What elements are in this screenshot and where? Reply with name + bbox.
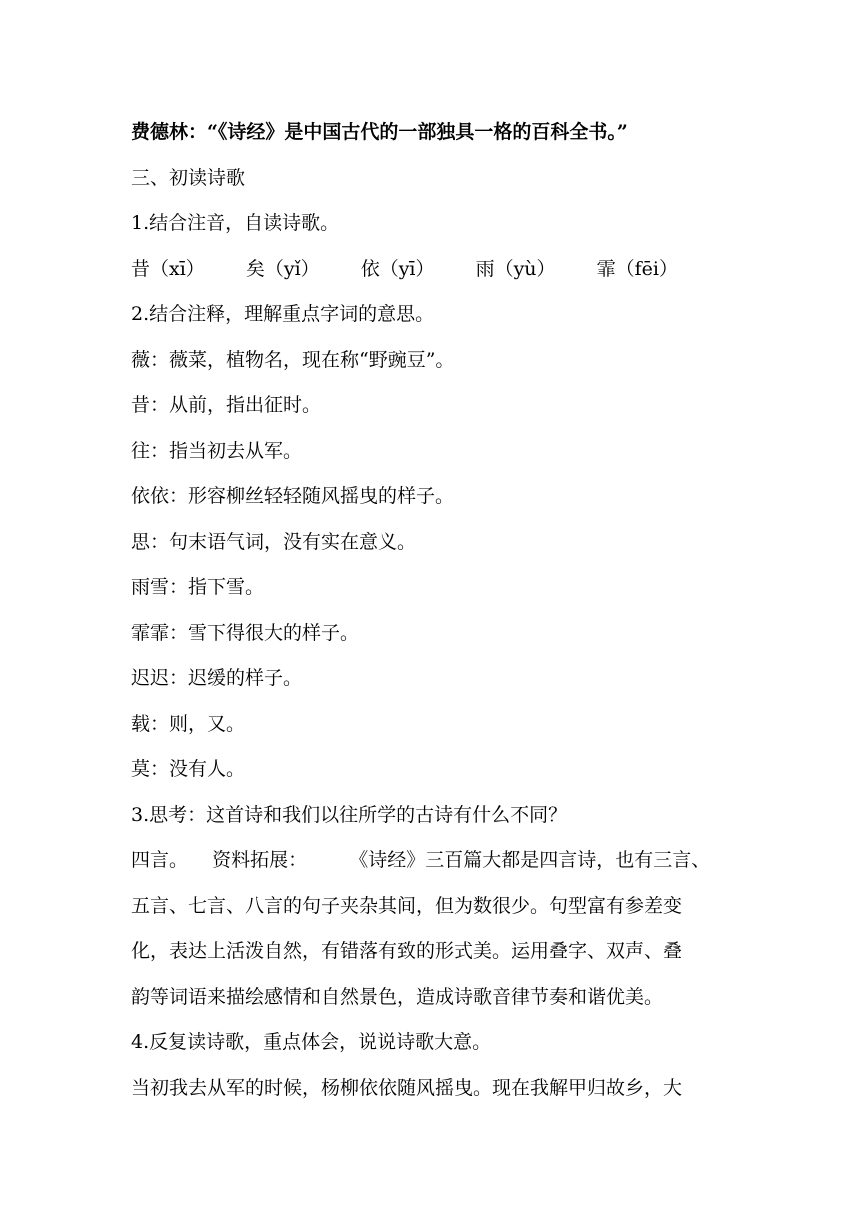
- note-line: 昔：从前，指出征时。: [131, 394, 322, 416]
- material-line: 韵等词语来描绘感情和自然景色，造成诗歌音律节奏和谐优美。: [131, 985, 664, 1008]
- document-body: [131, 110, 731, 1111]
- note-line: 霏霏：雪下得很大的样子。: [131, 621, 360, 644]
- step-2-heading: 2.结合注释，理解重点字词的意思。: [131, 303, 435, 325]
- note-line: 往：指当初去从军。: [131, 439, 303, 462]
- note-line: 雨雪：指下雪。: [131, 576, 265, 598]
- material-text: 《诗经》三百篇大都是四言诗，也有三言、: [349, 849, 711, 871]
- material-line: 化，表达上活泼自然，有错落有致的形式美。运用叠字、双声、叠: [131, 940, 683, 962]
- note-line: 莫：没有人。: [131, 758, 246, 780]
- pinyin-item: 矣（yǐ）: [245, 257, 320, 280]
- pinyin-item: 依（yī）: [360, 257, 435, 280]
- meaning-line: 当初我去从军的时候，杨柳依依随风摇曳。现在我解甲归故乡，大: [131, 1076, 683, 1099]
- material-label: 资料拓展：: [212, 849, 308, 871]
- step-3-heading: 3.思考：这首诗和我们以往所学的古诗有什么不同？: [131, 803, 568, 826]
- step-1-heading: 1.结合注音，自读诗歌。: [131, 212, 340, 234]
- step-4-heading: 4.反复读诗歌，重点体会，说说诗歌大意。: [131, 1031, 492, 1053]
- note-line: 载：则，又。: [131, 712, 246, 735]
- pinyin-item: 雨（yù）: [475, 257, 556, 280]
- pinyin-row: [131, 247, 731, 293]
- note-line: 薇：薇菜，植物名，现在称“野豌豆”。: [131, 348, 455, 371]
- answer-prefix: 四言。: [131, 849, 189, 871]
- note-line: 依依：形容柳丝轻轻随风摇曳的样子。: [131, 485, 455, 507]
- quote-line: 费德林：“《诗经》是中国古代的一部独具一格的百科全书。”: [131, 121, 628, 143]
- material-line: 五言、七言、八言的句子夹杂其间，但为数很少。句型富有参差变: [131, 894, 683, 917]
- note-line: 思：句末语气词，没有实在意义。: [131, 530, 417, 553]
- material-first-line: [131, 838, 731, 884]
- section-title: 三、初读诗歌: [131, 166, 246, 189]
- pinyin-item: 昔（xī）: [131, 257, 205, 280]
- note-line: 迟迟：迟缓的样子。: [131, 667, 303, 689]
- pinyin-item: 霏（fēi）: [596, 257, 678, 280]
